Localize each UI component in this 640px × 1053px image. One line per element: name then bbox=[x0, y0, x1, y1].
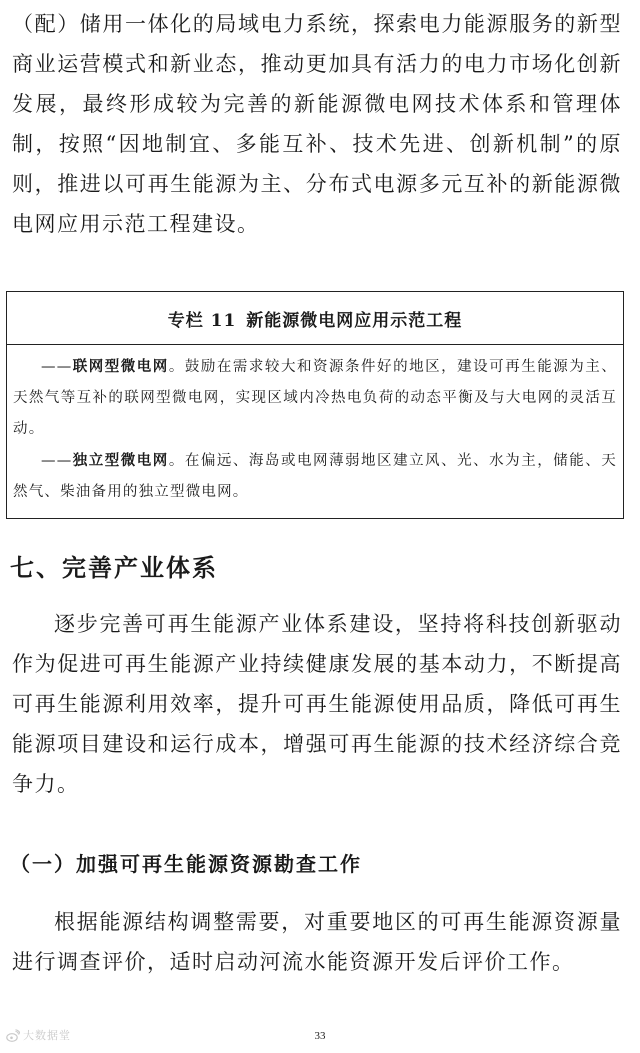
watermark-text: 大数据堂 bbox=[23, 1029, 71, 1042]
column-box-label: 专栏 11 bbox=[167, 310, 237, 331]
column-item-standalone: ——独立型微电网。在偏远、海岛或电网薄弱地区建立风、光、水为主，储能、天然气、柴油备用的独立型微电网。 bbox=[13, 452, 617, 500]
column-box-title bbox=[7, 292, 623, 345]
section-paragraph: 逐步完善可再生能源产业体系建设，坚持将科技创新驱动作为促进可再生能源产业持续健康发展的基本动力，不断提高可再生能源利用效率，提升可再生能源使用品质，降低可再生能源项目建设和运行成本，增强可再生能源的技术经济综合竞争力。 bbox=[12, 612, 622, 796]
column-box bbox=[6, 291, 624, 519]
term-grid-connected-microgrid: 联网型微电网 bbox=[72, 358, 169, 375]
section-heading: 七、完善产业体系 bbox=[10, 554, 218, 582]
column-box-heading: 新能源微电网应用示范工程 bbox=[246, 310, 463, 331]
term-standalone-microgrid: 独立型微电网 bbox=[72, 452, 169, 469]
intro-paragraph: （配）储用一体化的局域电力系统，探索电力能源服务的新型商业运营模式和新业态，推动更加具有活力的电力市场化创新发展，最终形成较为完善的新能源微电网技术体系和管理体制，按照“因地制宜、多能互补、技术先进、创新机制”的原则，推进以可再生能源为主、分布式电源多元互补的新能源微电网应用示范工程建设。 bbox=[12, 12, 622, 236]
column-item-grid-connected: ——联网型微电网。鼓励在需求较大和资源条件好的地区，建设可再生能源为主、天然气等互补的联网型微电网，实现区域内冷热电负荷的动态平衡及与大电网的灵活互动。 bbox=[13, 358, 617, 437]
column-box-body bbox=[7, 345, 623, 508]
subsection-paragraph: 根据能源结构调整需要，对重要地区的可再生能源资源量进行调查评价，适时启动河流水能资源开发后评价工作。 bbox=[12, 910, 622, 974]
page-number: 33 bbox=[314, 1030, 326, 1042]
subsection-heading: （一）加强可再生能源资源勘查工作 bbox=[10, 852, 362, 876]
